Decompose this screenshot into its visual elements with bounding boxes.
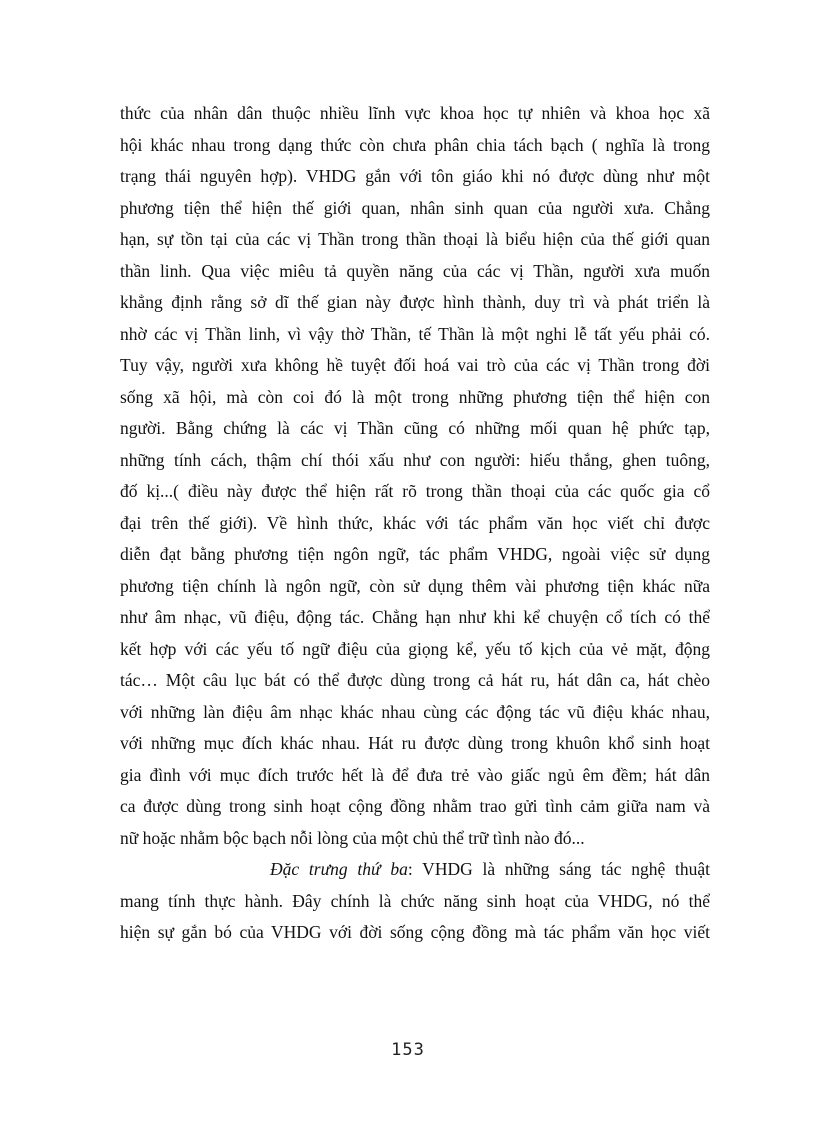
text-line: trạng thái nguyên hợp). VHDG gắn với tôn giáo khi nó được dùng như một	[120, 166, 710, 186]
text-line: hội khác nhau trong dạng thức còn chưa phân chia tách bạch ( nghĩa là trong	[120, 134, 710, 155]
text-line: Tuy vậy, người xưa không hề tuyệt đối hoá vai trò của các vị Thần trong đời	[120, 355, 710, 375]
text-line: đại trên thế giới). Về hình thức, khác với tác phẩm văn học viết chỉ được	[120, 512, 710, 533]
text-line: những tính cách, thậm chí thói xấu như con người: hiếu thắng, ghen tuông,	[120, 449, 710, 470]
text-line: ca được dùng trong sinh hoạt cộng đồng nhằm trao gửi tình cảm giữa nam và	[120, 796, 710, 816]
text-line: gia đình với mục đích trước hết là để đưa trẻ vào giấc ngủ êm đềm; hát dân	[120, 764, 710, 785]
page-number: 153	[391, 1040, 425, 1060]
text-line: đố kị...( điều này được thể hiện rất rõ trong thần thoại của các quốc gia cổ	[120, 481, 710, 501]
paragraph-2-first-line	[120, 854, 710, 886]
paragraph-2	[120, 854, 710, 949]
feature-heading-rest: : VHDG là những sáng tác nghệ thuật	[407, 859, 710, 879]
text-line: người. Bằng chứng là các vị Thần cũng có những mối quan hệ phức tạp,	[120, 418, 710, 438]
paragraph-1	[120, 98, 710, 854]
text-line: sống xã hội, mà còn coi đó là một trong những phương tiện thể hiện con	[120, 386, 710, 407]
text-line: hiện sự gắn bó của VHDG với đời sống cộng đồng mà tác phẩm văn học viết	[120, 922, 710, 942]
text-line: thần linh. Qua việc miêu tả quyền năng của các vị Thần, người xưa muốn	[120, 260, 710, 281]
text-line: hạn, sự tồn tại của các vị Thần trong thần thoại là biểu hiện của thế giới quan	[120, 229, 710, 249]
text-line: khẳng định rằng sở dĩ thế gian này được hình thành, duy trì và phát triển là	[120, 292, 710, 312]
text-line: mang tính thực hành. Đây chính là chức năng sinh hoạt của VHDG, nó thể	[120, 890, 710, 911]
text-line: nhờ các vị Thần linh, vì vậy thờ Thần, tế Thần là một nghi lễ tất yếu phải có.	[120, 323, 710, 344]
text-line: diễn đạt bằng phương tiện ngôn ngữ, tác phẩm VHDG, ngoài việc sử dụng	[120, 544, 710, 564]
text-line: với những làn điệu âm nhạc khác nhau cùng các động tác vũ điệu khác nhau,	[120, 701, 710, 722]
text-line: với những mục đích khác nhau. Hát ru được dùng trong khuôn khổ sinh hoạt	[120, 733, 710, 753]
document-body	[120, 98, 710, 949]
text-line: phương tiện chính là ngôn ngữ, còn sử dụng thêm vài phương tiện khác nữa	[120, 575, 710, 596]
text-line: thức của nhân dân thuộc nhiều lĩnh vực khoa học tự nhiên và khoa học xã	[120, 103, 710, 123]
text-line: phương tiện thể hiện thế giới quan, nhân sinh quan của người xưa. Chẳng	[120, 197, 710, 218]
text-line: nữ hoặc nhằm bộc bạch nỗi lòng của một chủ thể trữ tình nào đó...	[120, 827, 585, 848]
text-line: tác… Một câu lục bát có thể được dùng trong cả hát ru, hát dân ca, hát chèo	[120, 670, 710, 690]
feature-heading: Đặc trưng thứ ba	[270, 859, 408, 879]
text-line: như âm nhạc, vũ điệu, động tác. Chẳng hạn như khi kể chuyện cổ tích có thể	[120, 607, 710, 627]
text-line: kết hợp với các yếu tố ngữ điệu của giọng kể, yếu tố kịch của vẻ mặt, động	[120, 638, 710, 659]
